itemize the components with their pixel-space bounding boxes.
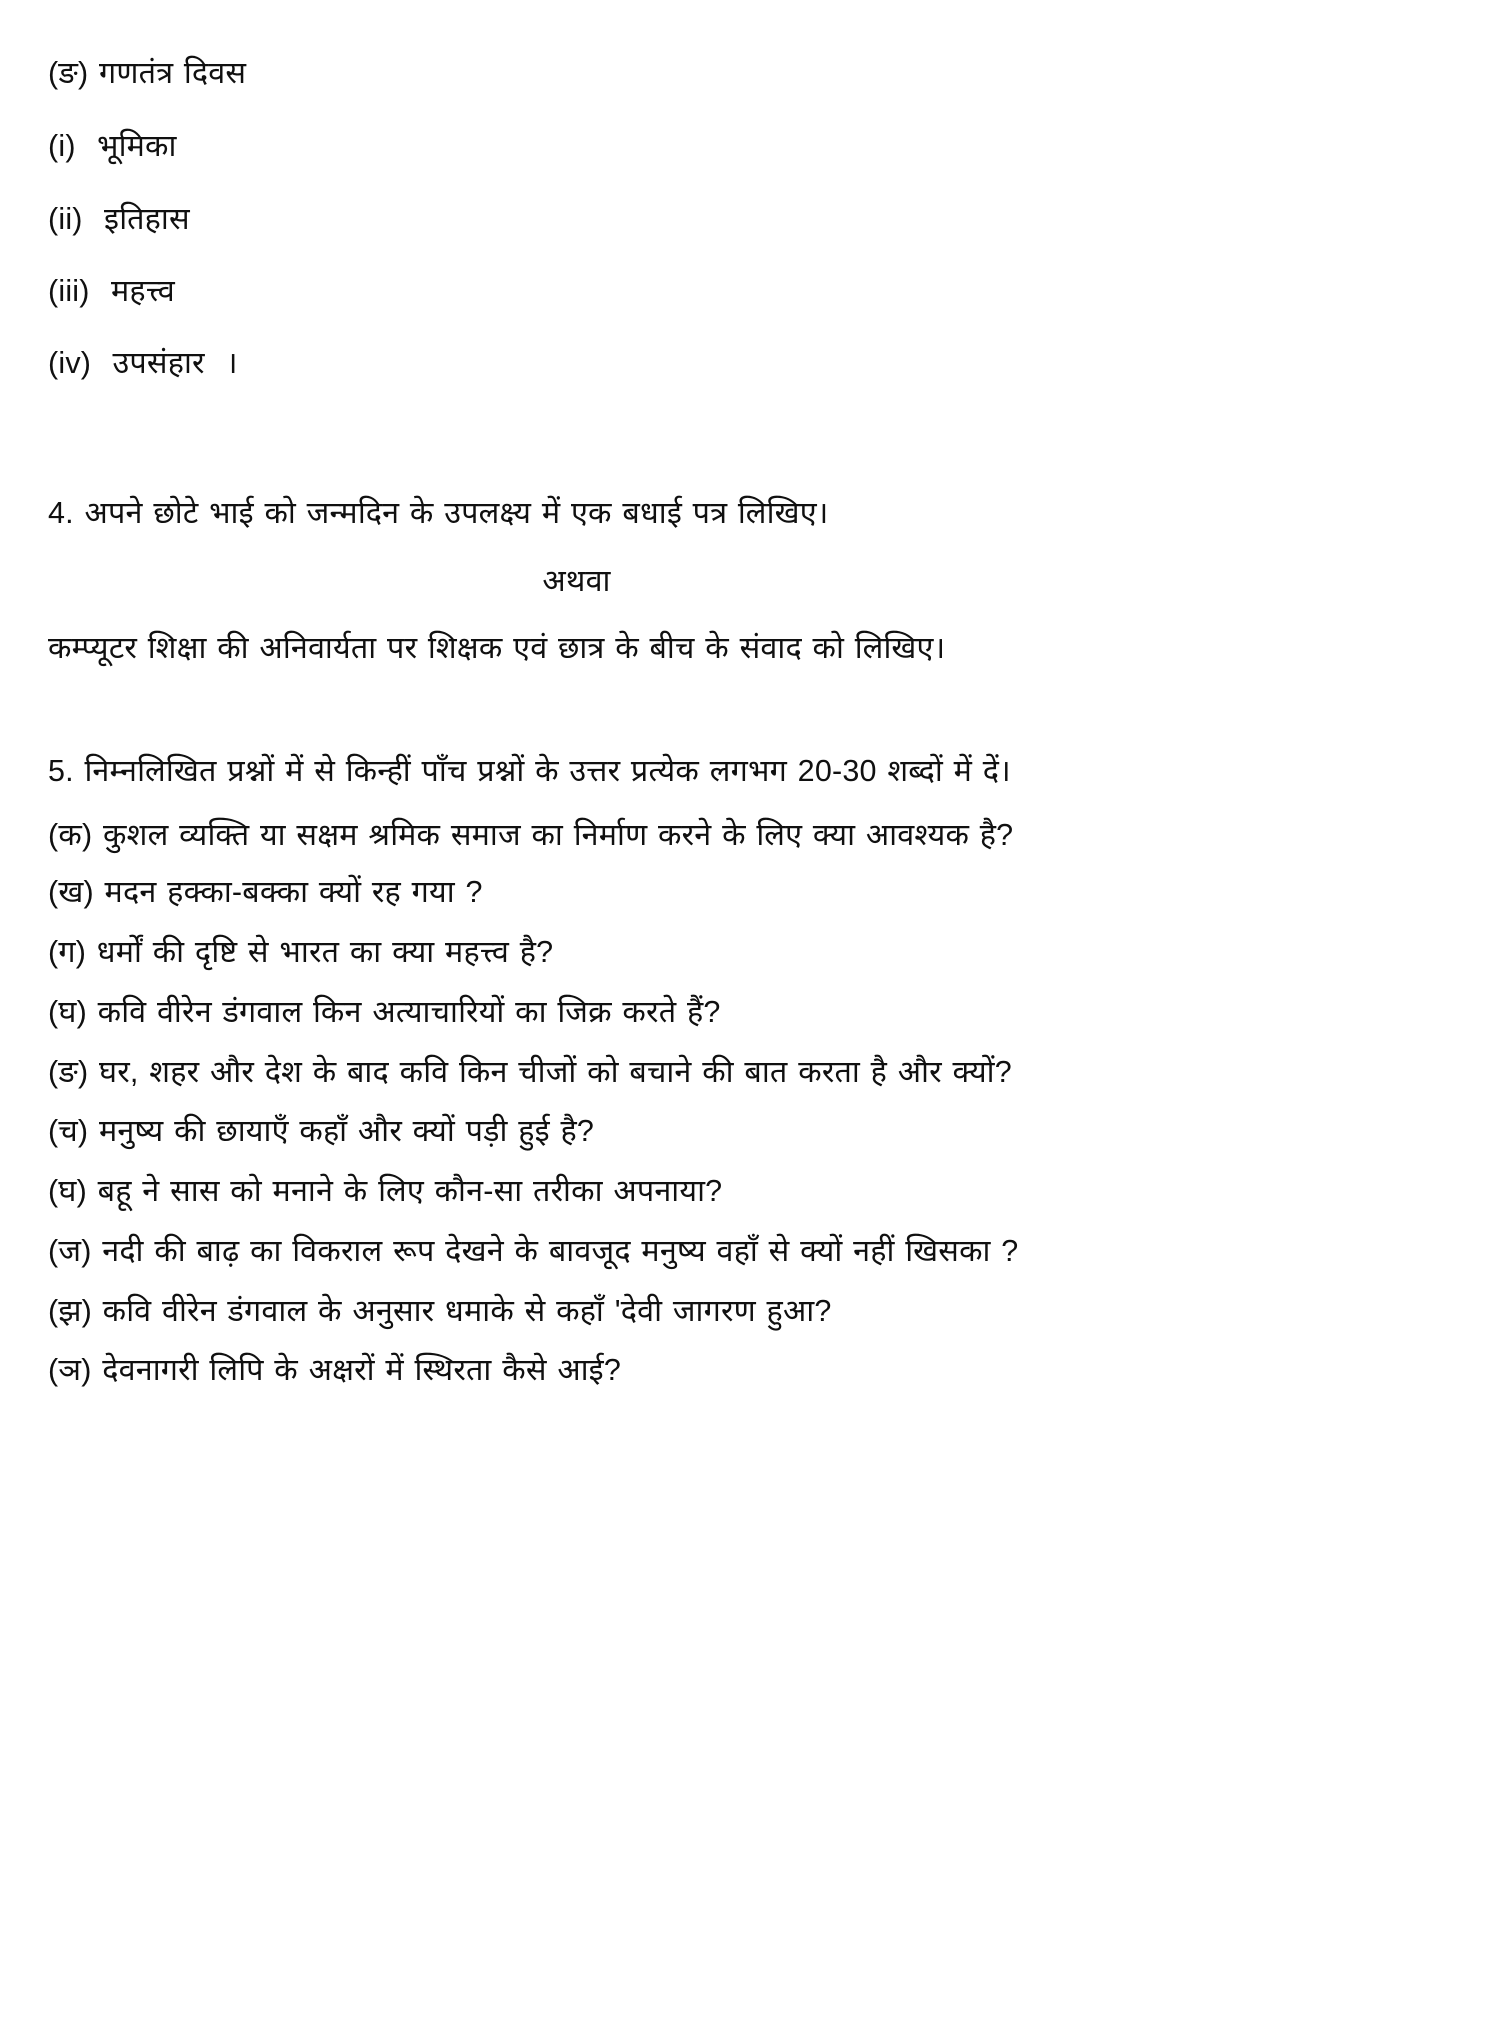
question-5-instruction: 5. निम्नलिखित प्रश्नों में से किन्हीं पाँच प्रश्नों के उत्तर प्रत्येक लगभग 20-30 शब्दों में दें।	[48, 754, 1011, 789]
spacer-after-outline	[48, 414, 1435, 492]
outline-point-iii: (iii) महत्त्व	[48, 273, 175, 308]
question-5-sub-gha-2: (घ) बहू ने सास को मनाने के लिए कौन-सा तरीका अपनाया?	[48, 1174, 723, 1209]
question-5-sub-cha: (च) मनुष्य की छायाएँ कहाँ और क्यों पड़ी हुई है?	[48, 1114, 595, 1149]
outline-heading: (ङ) गणतंत्र दिवस	[48, 56, 247, 90]
question-5-sub-gha: (घ) कवि वीरेन डंगवाल किन अत्याचारियों का जिक्र करते हैं?	[48, 994, 721, 1029]
question-5-sub-kha: (ख) मदन हक्का-बक्का क्यों रह गया ?	[48, 875, 483, 910]
question-4-alternative: कम्प्यूटर शिक्षा की अनिवार्यता पर शिक्षक एवं छात्र के बीच के संवाद को लिखिए।	[48, 631, 946, 666]
question-5-sub-nya: (ञ) देवनागरी लिपि के अक्षरों में स्थिरता कैसे आई?	[48, 1353, 622, 1388]
outline-point-i: (i) भूमिका	[48, 129, 177, 164]
outline-point-iv: (iv) उपसंहार ।	[48, 346, 238, 381]
document-body	[48, 52, 1435, 1394]
question-5-sub-nga: (ङ) घर, शहर और देश के बाद कवि किन चीजों को बचाने की बात करता है और क्यों?	[48, 1054, 1012, 1089]
question-5-sub-jha: (झ) कवि वीरेन डंगवाल के अनुसार धमाके से कहाँ 'देवी जागरण हुआ?	[48, 1293, 832, 1328]
question-4: 4. अपने छोटे भाई को जन्मदिन के उपलक्ष्य में एक बधाई पत्र लिखिए।	[48, 496, 829, 531]
spacer-after-question-4	[48, 670, 1435, 748]
outline-point-ii: (ii) इतिहास	[48, 201, 190, 236]
question-5-sub-ga: (ग) धर्मों की दृष्टि से भारत का क्या महत्त्व है?	[48, 935, 554, 970]
spacer-after-q5-instruction	[48, 795, 1435, 813]
question-5-sub-ka: (क) कुशल व्यक्ति या सक्षम श्रमिक समाज का निर्माण करने के लिए क्या आवश्यक है?	[48, 817, 1014, 852]
question-4-or-label: अथवा	[542, 563, 611, 598]
question-5-sub-ja: (ज) नदी की बाढ़ का विकराल रूप देखने के बावजूद मनुष्य वहाँ से क्यों नहीं खिसका ?	[48, 1233, 1019, 1268]
